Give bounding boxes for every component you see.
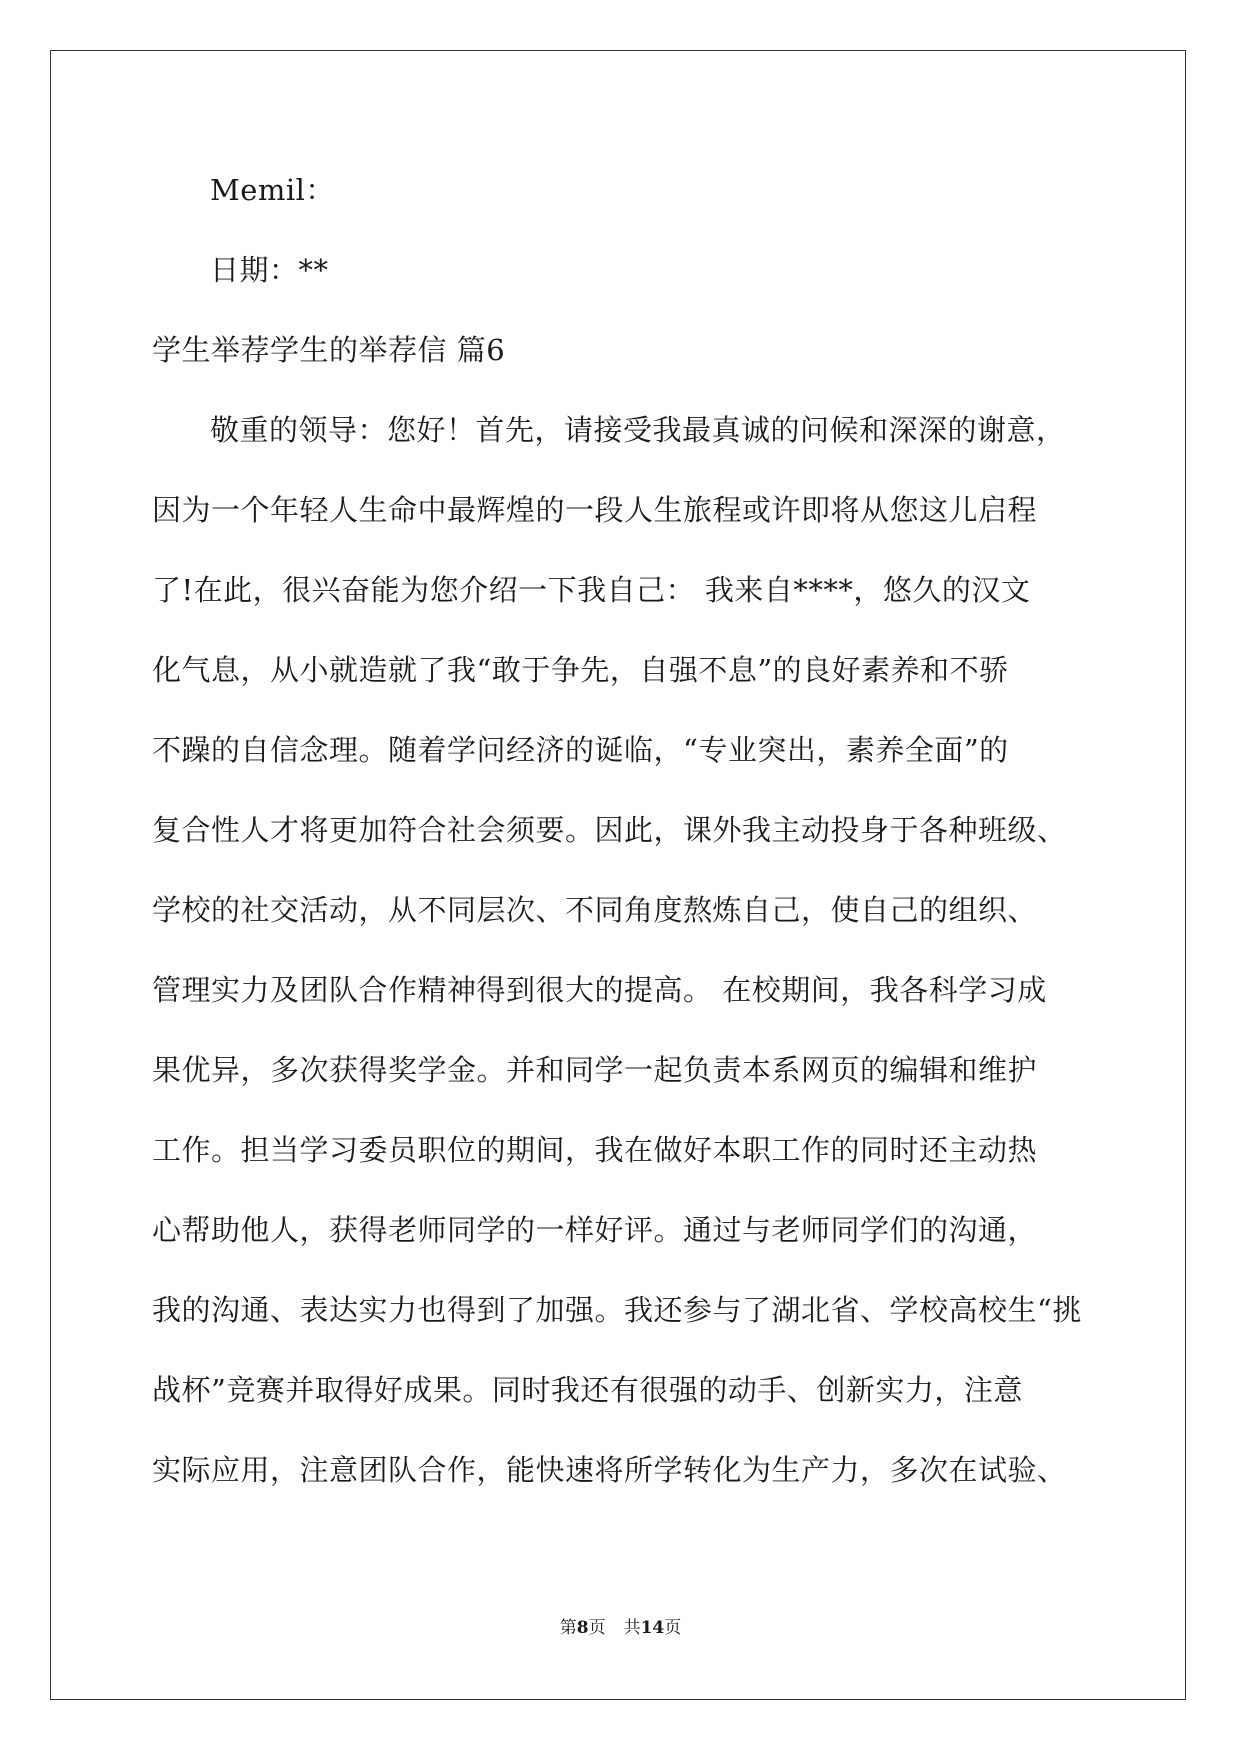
body-line: 学校的社交活动，从不同层次、不同角度熬炼自己，使自己的组织、 [152, 893, 1038, 927]
body-line: 工作。担当学习委员职位的期间，我在做好本职工作的同时还主动热 [152, 1133, 1038, 1167]
body-line: 不躁的自信念理。随着学问经济的诞临，“专业突出，素养全面”的 [152, 733, 1009, 767]
body-line: 化气息，从小就造就了我“敢于争先，自强不息”的良好素养和不骄 [152, 653, 1009, 687]
body-line: 战杯”竞赛并取得好成果。同时我还有很强的动手、创新实力，注意 [152, 1373, 1023, 1407]
section-heading: 学生举荐学生的举荐信 篇6 [152, 333, 506, 367]
body-line: 实际应用，注意团队合作，能快速将所学转化为生产力，多次在试验、 [152, 1453, 1067, 1487]
body-line: 了!在此，很兴奋能为您介绍一下我自己： 我来自****，悠久的汉文 [152, 573, 1031, 607]
page-current: 8 [576, 1618, 589, 1638]
page-suffix: 页 [588, 1618, 606, 1638]
body-line: 我的沟通、表达实力也得到了加强。我还参与了湖北省、学校高校生“挑 [152, 1293, 1082, 1327]
body-line: 因为一个年轻人生命中最辉煌的一段人生旅程或许即将从您这儿启程 [152, 493, 1038, 527]
body-line: 果优异，多次获得奖学金。并和同学一起负责本系网页的编辑和维护 [152, 1053, 1038, 1087]
email-line: Memil： [210, 173, 335, 207]
body-line: 管理实力及团队合作精神得到很大的提高。 在校期间，我各科学习成 [152, 973, 1047, 1007]
body-line: 敬重的领导：您好！首先，请接受我最真诚的问候和深深的谢意， [210, 413, 1066, 447]
total-suffix: 页 [664, 1618, 682, 1638]
page-prefix: 第 [559, 1618, 577, 1638]
total-prefix: 共 [623, 1618, 641, 1638]
date-line: 日期：** [210, 253, 329, 287]
body-line: 心帮助他人，获得老师同学的一样好评。通过与老师同学们的沟通， [152, 1213, 1038, 1247]
body-line: 复合性人才将更加符合社会须要。因此，课外我主动投身于各种班级、 [152, 813, 1067, 847]
page-total: 14 [640, 1618, 665, 1638]
page-footer [0, 1617, 1241, 1639]
